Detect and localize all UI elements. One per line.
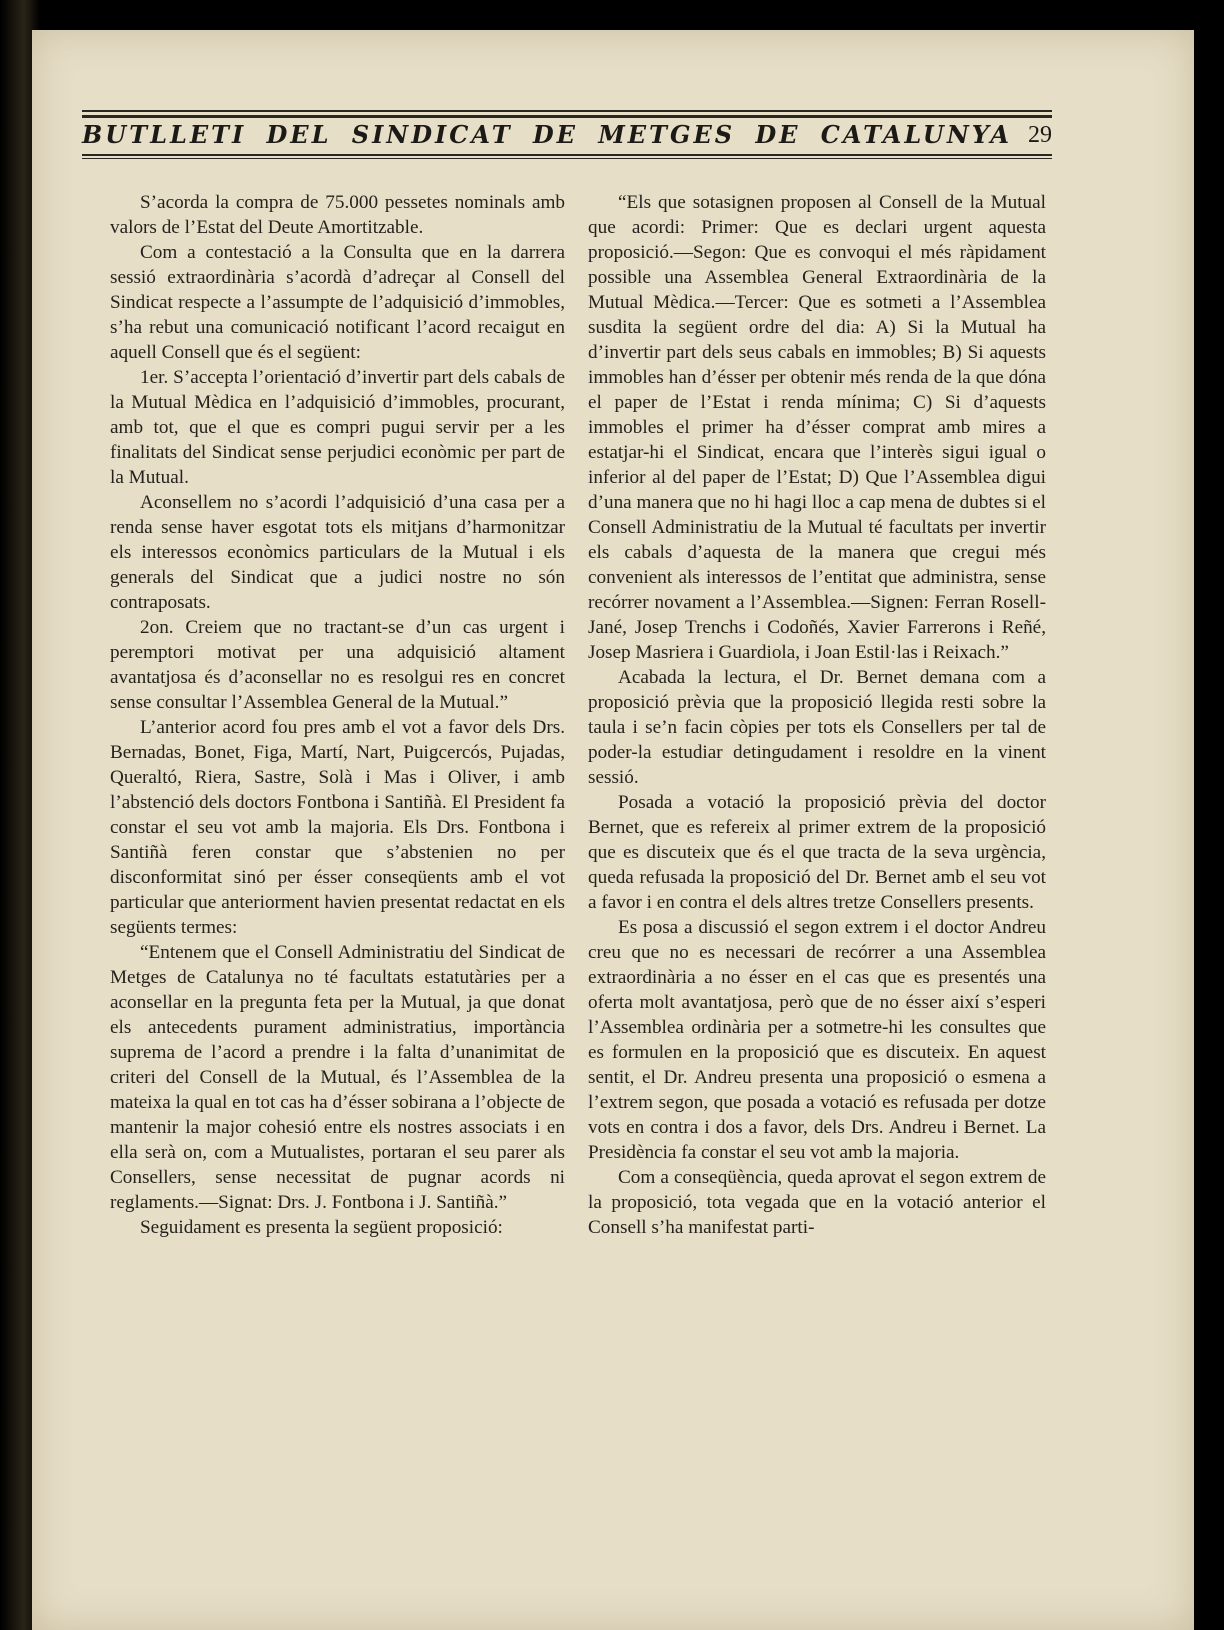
paragraph: 1er. S’accepta l’orientació d’invertir part dels cabals de la Mutual Mèdica en l’adquisició d’immobles, procurant, amb tot, que el que es compri pugui servir per a les finalitats del Sindicat sense perjudici econòmic per part de la Mutual. bbox=[110, 367, 565, 488]
running-head-word: DE bbox=[755, 120, 801, 149]
paragraph: S’acorda la compra de 75.000 pessetes nominals amb valors de l’Estat del Deute Amortitzable. bbox=[110, 192, 565, 238]
running-head-word: SINDICAT bbox=[351, 120, 513, 149]
paragraph: Aconsellem no s’acordi l’adquisició d’una casa per a renda sense haver esgotat tots els mitjans d’harmonitzar els interessos econòmics particulars de la Mutual i els generals del Sindicat que a judici nostre no són contraposats. bbox=[110, 492, 565, 613]
header-rule bbox=[82, 110, 1052, 112]
running-head-word: CATALUNYA bbox=[820, 120, 1012, 149]
paragraph: Es posa a discussió el segon extrem i el doctor Andreu creu que no es necessari de recórrer a una Assemblea extraordinària a no ésser en el cas que es presentés una oferta molt avantatjosa, però que de no ésser així s’esperi l’Assemblea ordinària per a sotmetre-hi les consultes que es formulen en la proposició que es discuteix. En aquest sentit, el Dr. Andreu presenta una proposició o esmena a l’extrem segon, que posada a votació es refusada per dotze vots en contra i dos a favor, dels Drs. Andreu i Bernet. La Presidència fa constar el seu vot amb la majoria. bbox=[588, 917, 1046, 1163]
page-header bbox=[82, 80, 1052, 160]
page-number: 29 bbox=[1028, 122, 1052, 148]
paragraph: Seguidament es presenta la següent proposició: bbox=[140, 1217, 503, 1238]
left-column bbox=[110, 190, 565, 1240]
running-head-word: DE bbox=[532, 120, 578, 149]
paragraph: “Entenem que el Consell Administratiu del Sindicat de Metges de Catalunya no té facultats estatutàries per a aconsellar en la pregunta feta per la Mutual, ja que donat els antecedents purament administratius, importància suprema de l’acord a prendre i la falta d’unanimitat de criteri del Consell de la Mutual, és l’Assemblea de la mateixa la qual en tot cas ha d’ésser sobirana a l’objecte de mantenir la major cohesió entre els nostres associats i en ella serà on, com a Mutualistes, portaran el seu parer als Consellers, sense necessitat de pugnar acords ni reglaments.—Signat: Drs. J. Fontbona i J. Santiñà.” bbox=[110, 942, 565, 1213]
running-head-word: BUTLLETI bbox=[82, 120, 247, 149]
paragraph: “Els que sotasignen proposen al Consell de la Mutual que acordi: Primer: Que es declari urgent aquesta proposició.—Segon: Que es convoqui el més ràpidament possible una Assemblea General Extraordinària de la Mutual Mèdica.—Tercer: Que es sotmeti a l’Assemblea susdita la següent ordre del dia: A) Si la Mutual ha d’invertir part dels seus cabals en immobles; B) Si aquests immobles han d’ésser per obtenir més renda de la que dóna el paper de l’Estat i renda mínima; C) Si d’aquests immobles el primer ha d’ésser comprat amb mires a estatjar-hi el Sindicat, encara que l’interès sigui igual o inferior al del paper de l’Estat; D) Que l’Assemblea digui d’una manera que no hi hagi lloc a cap mena de dubtes si el Consell Administratiu de la Mutual té facultats per invertir els cabals d’aquesta de la manera que cregui més convenient als interessos de l’entitat que administra, sense recórrer novament a l’Assemblea.—Signen: Ferran Rosell-Jané, Josep Trenchs i Codoñés, Xavier Farrerons i Reñé, Josep Masriera i Guardiola, i Joan Estil·las i Reixach.” bbox=[588, 192, 1046, 663]
paragraph: Com a conseqüència, queda aprovat el segon extrem de la proposició, tota vegada que en la votació anterior el Consell s’ha manifestat parti- bbox=[588, 1167, 1046, 1238]
running-head bbox=[82, 120, 1012, 149]
running-head-word: DEL bbox=[266, 120, 332, 149]
paragraph: Com a contestació a la Consulta que en la darrera sessió extraordinària s’acordà d’adreçar al Consell del Sindicat respecte a l’assumpte de l’adquisició d’immobles, s’ha rebut una comunicació notificant l’acord recaigut en aquell Consell que és el següent: bbox=[110, 242, 565, 363]
right-column bbox=[588, 190, 1046, 1240]
header-rule bbox=[82, 115, 1052, 118]
running-head-word: METGES bbox=[598, 120, 736, 149]
header-rule bbox=[82, 154, 1052, 156]
paragraph: L’anterior acord fou pres amb el vot a favor dels Drs. Bernadas, Bonet, Figa, Martí, Nart, Puigcercós, Pujadas, Queraltó, Riera, Sastre, Solà i Mas i Oliver, i amb l’abstenció dels doctors Fontbona i Santiñà. El President fa constar el seu vot amb la majoria. Els Drs. Fontbona i Santiñà feren constar que s’abstenien no per disconformitat sinó per ésser conseqüents amb el vot particular que anteriorment havien presentat redactat en els següents termes: bbox=[110, 717, 565, 938]
paragraph: Acabada la lectura, el Dr. Bernet demana com a proposició prèvia que la proposició llegida resti sobre la taula i se’n facin còpies per tots els Consellers per tal de poder-la estudiar detingudament i resoldre en la vinent sessió. bbox=[588, 667, 1046, 788]
paragraph: 2on. Creiem que no tractant-se d’un cas urgent i peremptori motivat per una adquisició altament avantatjosa és d’aconsellar no es resolgui res en concret sense consultar l’Assemblea General de la Mutual.” bbox=[110, 617, 565, 713]
header-rule bbox=[82, 158, 1052, 159]
paragraph: Posada a votació la proposició prèvia del doctor Bernet, que es refereix al primer extrem de la proposició que es discuteix que és el que tracta de la seva urgència, queda refusada la proposició del Dr. Bernet amb el seu vot a favor i en contra el dels altres tretze Consellers presents. bbox=[588, 792, 1046, 913]
